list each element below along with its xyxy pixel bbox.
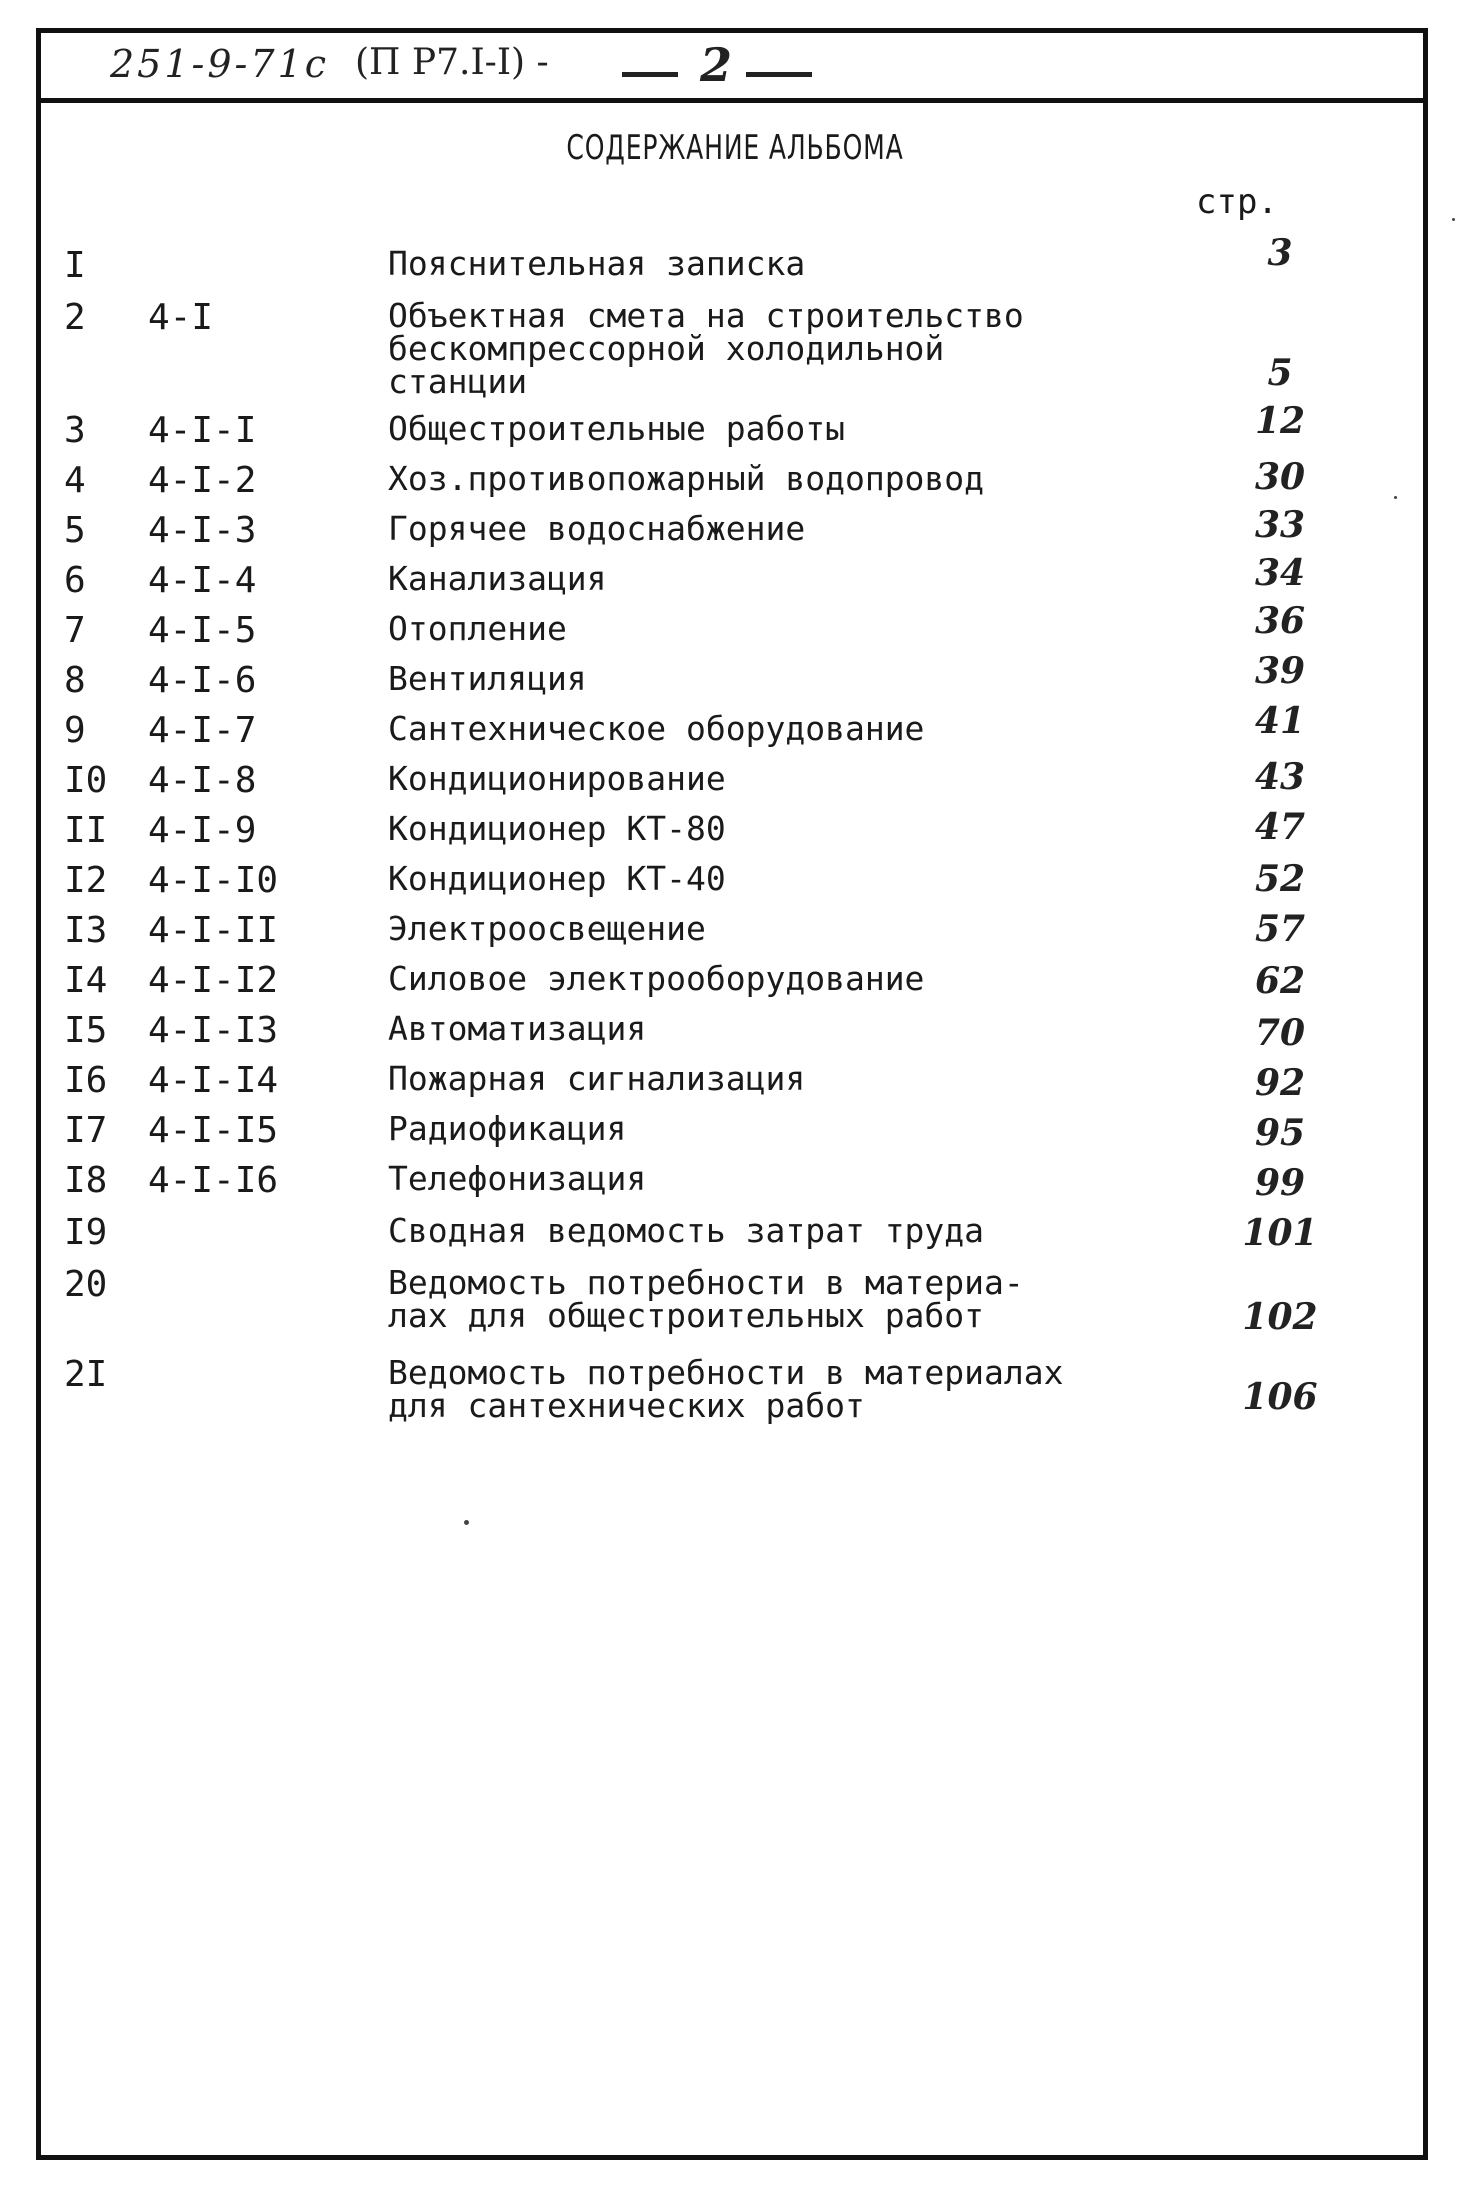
toc-row-number: 6	[64, 560, 86, 601]
toc-row-description: Сантехническое оборудование	[388, 709, 925, 748]
toc-row-number: 2I	[64, 1354, 108, 1395]
toc-row-number: 8	[64, 660, 86, 701]
toc-row-page: 5	[1267, 352, 1293, 394]
toc-row-code: 4-I-8	[148, 760, 257, 801]
toc-row-description: Электроосвещение	[388, 909, 706, 948]
toc-row-description: Общестроительные работы	[388, 409, 845, 448]
document-code: 251-9-71с	[110, 42, 330, 86]
toc-row-page: 41	[1254, 700, 1306, 742]
toc-row-code: 4-I-I3	[148, 1010, 279, 1051]
toc-row-page: 106	[1242, 1376, 1318, 1418]
toc-row-page: 102	[1242, 1296, 1318, 1338]
toc-row-code: 4-I-I6	[148, 1160, 279, 1201]
toc-row-code: 4-I-5	[148, 610, 257, 651]
scan-speck	[1394, 496, 1397, 499]
toc-row-page: 3	[1267, 232, 1293, 274]
toc-row	[0, 296, 1470, 401]
toc-row-code: 4-I-I5	[148, 1110, 279, 1151]
page-number: 2	[700, 38, 733, 92]
toc-row-page: 62	[1254, 960, 1306, 1002]
toc-row-number: I0	[64, 760, 108, 801]
toc-row-description: Кондиционирование	[388, 759, 726, 798]
toc-row-code: 4-I-I	[148, 410, 257, 451]
toc-row-code: 4-I-II	[148, 910, 279, 951]
toc-row-description: Канализация	[388, 559, 607, 598]
page-number-dash-right	[746, 72, 812, 77]
toc-row-description: Телефонизация	[388, 1159, 647, 1198]
toc-row-description: Пожарная сигнализация	[388, 1059, 806, 1098]
toc-row-description: Радиофикация	[388, 1109, 627, 1148]
toc-row-code: 4-I-2	[148, 460, 257, 501]
header-divider	[36, 98, 1428, 103]
toc-row-code: 4-I-6	[148, 660, 257, 701]
toc-row-description: Кондиционер КТ-80	[388, 809, 726, 848]
toc-row-number: I9	[64, 1212, 108, 1253]
toc-row-description: Ведомость потребности в материа- лах для общестроительных работ	[388, 1263, 1024, 1335]
scan-speck	[464, 1520, 469, 1525]
toc-row-description: Силовое электрооборудование	[388, 959, 925, 998]
toc-row-description: Автоматизация	[388, 1009, 647, 1048]
toc-row-page: 12	[1254, 400, 1306, 442]
toc-row-number: I8	[64, 1160, 108, 1201]
toc-row-number: 9	[64, 710, 86, 751]
toc-row-number: 7	[64, 610, 86, 651]
toc-row-page: 30	[1254, 456, 1306, 498]
toc-row-number: 2	[64, 297, 86, 338]
toc-row-description: Хоз.противопожарный водопровод	[388, 459, 985, 498]
toc-row-code: 4-I-3	[148, 510, 257, 551]
document-reference: (П Р7.I-I) -	[355, 42, 549, 83]
toc-row-number: I5	[64, 1010, 108, 1051]
page-number-dash-left	[622, 72, 678, 77]
toc-row-page: 99	[1254, 1162, 1306, 1204]
toc-row-code: 4-I	[148, 297, 214, 338]
toc-row-description: Отопление	[388, 609, 567, 648]
toc-row-number: 4	[64, 460, 86, 501]
toc-row-code: 4-I-I0	[148, 860, 279, 901]
toc-row-page: 47	[1254, 806, 1306, 848]
toc-row-number: I7	[64, 1110, 108, 1151]
toc-row-number: 20	[64, 1264, 108, 1305]
album-contents-title: СОДЕРЖАНИЕ АЛЬБОМА	[566, 128, 904, 168]
toc-row-description: Ведомость потребности в материалах для сантехнических работ	[388, 1353, 1064, 1425]
toc-row-page: 33	[1254, 504, 1306, 546]
toc-row-description: Кондиционер КТ-40	[388, 859, 726, 898]
toc-row-page: 101	[1242, 1212, 1318, 1254]
toc-row-number: II	[64, 810, 108, 851]
toc-row-page: 57	[1254, 908, 1306, 950]
toc-row-number: I4	[64, 960, 108, 1001]
page-column-label: стр.	[1196, 182, 1278, 222]
toc-row-code: 4-I-I2	[148, 960, 279, 1001]
toc-row-code: 4-I-4	[148, 560, 257, 601]
toc-row-description: Пояснительная записка	[388, 244, 806, 283]
toc-row-number: I3	[64, 910, 108, 951]
toc-row-page: 36	[1254, 600, 1306, 642]
toc-row-number: 5	[64, 510, 86, 551]
toc-row-number: I	[64, 245, 86, 286]
toc-row-page: 70	[1254, 1012, 1306, 1054]
toc-row-description: Объектная смета на строительство бескомпрессорной холодильной станции	[388, 296, 1024, 401]
toc-row-code: 4-I-7	[148, 710, 257, 751]
toc-row-description: Вентиляция	[388, 659, 587, 698]
toc-row-page: 39	[1254, 650, 1306, 692]
toc-row-page: 95	[1254, 1112, 1306, 1154]
toc-row-number: 3	[64, 410, 86, 451]
toc-row-number: I6	[64, 1060, 108, 1101]
toc-row-code: 4-I-9	[148, 810, 257, 851]
toc-row-page: 52	[1254, 858, 1306, 900]
toc-row-number: I2	[64, 860, 108, 901]
toc-row-page: 92	[1254, 1062, 1306, 1104]
toc-row-description: Сводная ведомость затрат труда	[388, 1211, 985, 1250]
scan-speck	[1452, 218, 1455, 221]
toc-row-description: Горячее водоснабжение	[388, 509, 806, 548]
toc-row-code: 4-I-I4	[148, 1060, 279, 1101]
toc-row-page: 34	[1254, 552, 1306, 594]
toc-row-page: 43	[1254, 756, 1306, 798]
